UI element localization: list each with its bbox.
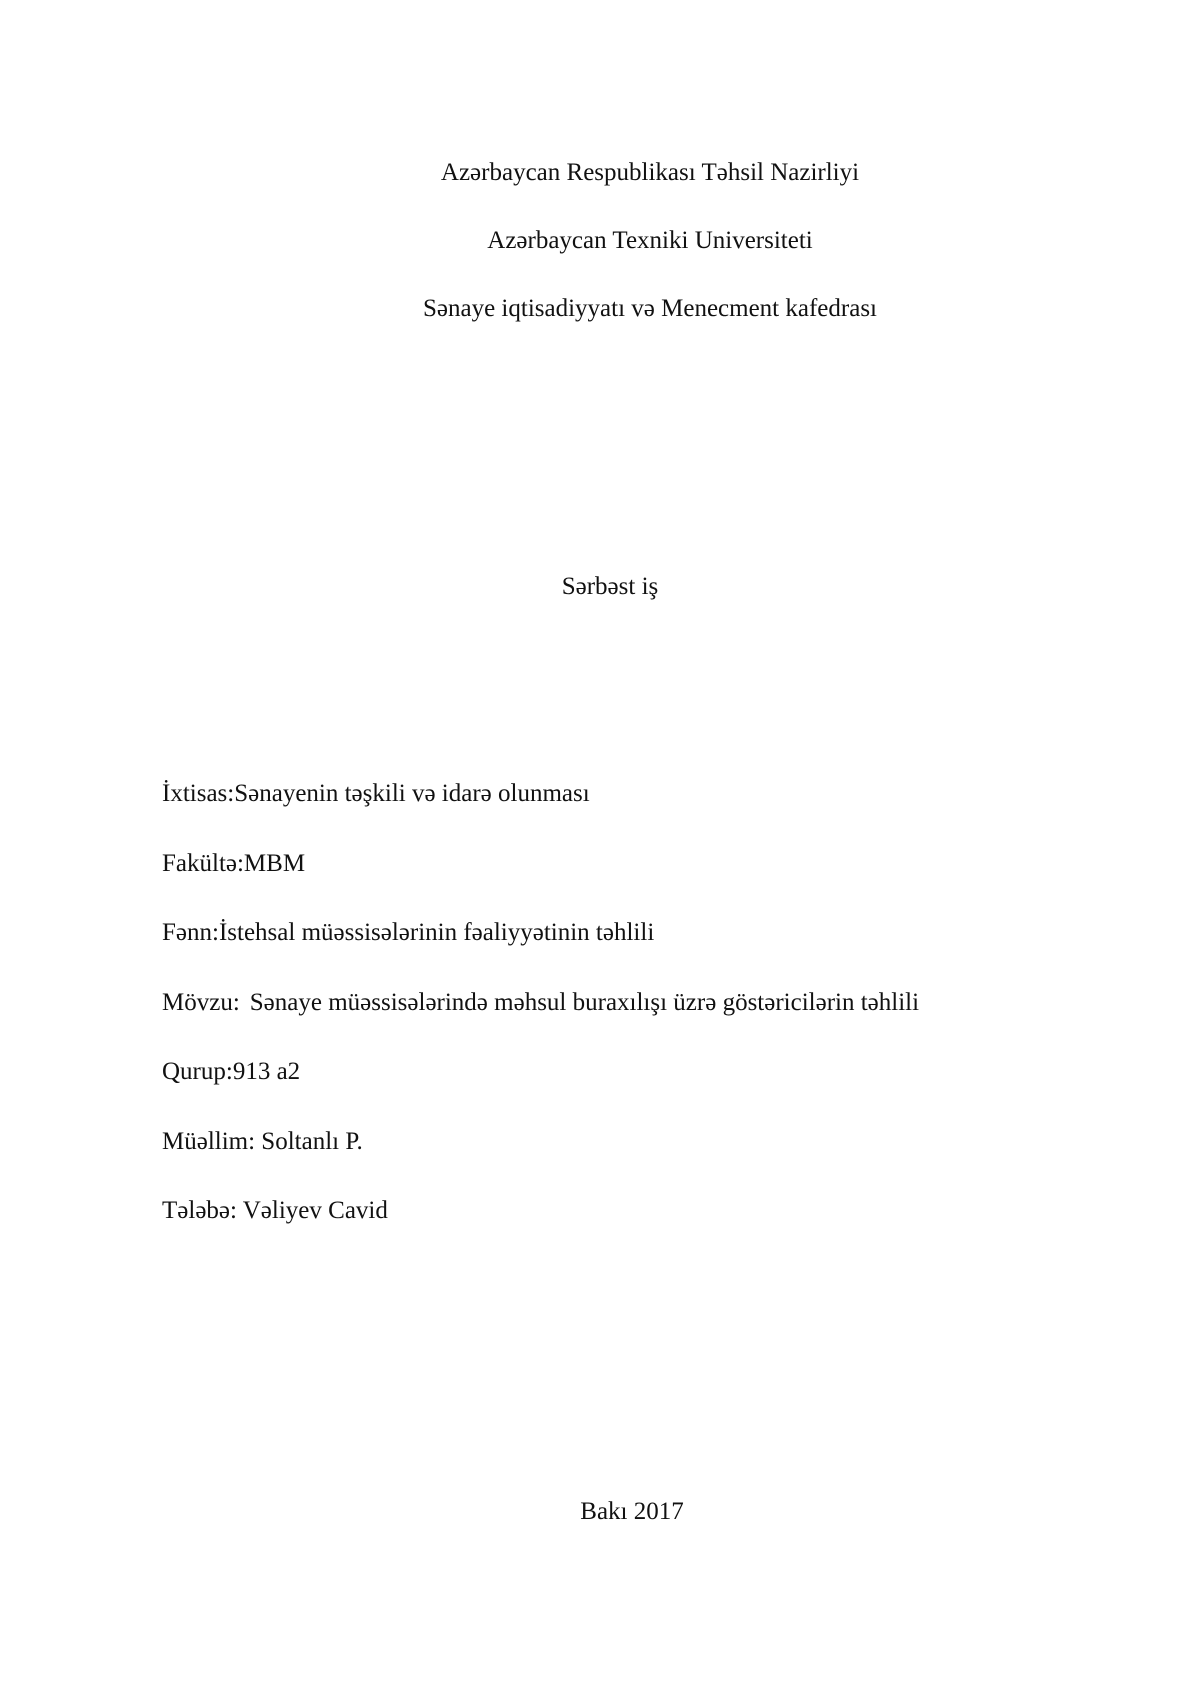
- ministry-heading: Azərbaycan Respublikası Təhsil Nazirliyi: [440, 159, 860, 186]
- subject-line: Fənn:İstehsal müəssisələrinin fəaliyyətinin təhlili: [162, 919, 655, 946]
- document-type-title: Sərbəst iş: [561, 573, 659, 600]
- topic-label: Mövzu:: [162, 989, 240, 1016]
- topic-line: [162, 988, 919, 1018]
- faculty-line: Fakültə:MBM: [162, 850, 306, 877]
- group-line: Qurup:913 a2: [162, 1058, 301, 1085]
- student-line: Tələbə: Vəliyev Cavid: [162, 1197, 388, 1224]
- department-heading: Sənaye iqtisadiyyatı və Menecment kafedrası: [422, 295, 877, 322]
- university-heading: Azərbaycan Texniki Universiteti: [487, 227, 813, 254]
- city-year-footer: Bakı 2017: [580, 1498, 684, 1525]
- specialty-line: İxtisas:Sənayenin təşkili və idarə olunması: [162, 780, 590, 807]
- teacher-line: Müəllim: Soltanlı P.: [162, 1128, 363, 1155]
- topic-value: Sənaye müəssisələrində məhsul buraxılışı üzrə göstəricilərin təhlili: [249, 989, 920, 1016]
